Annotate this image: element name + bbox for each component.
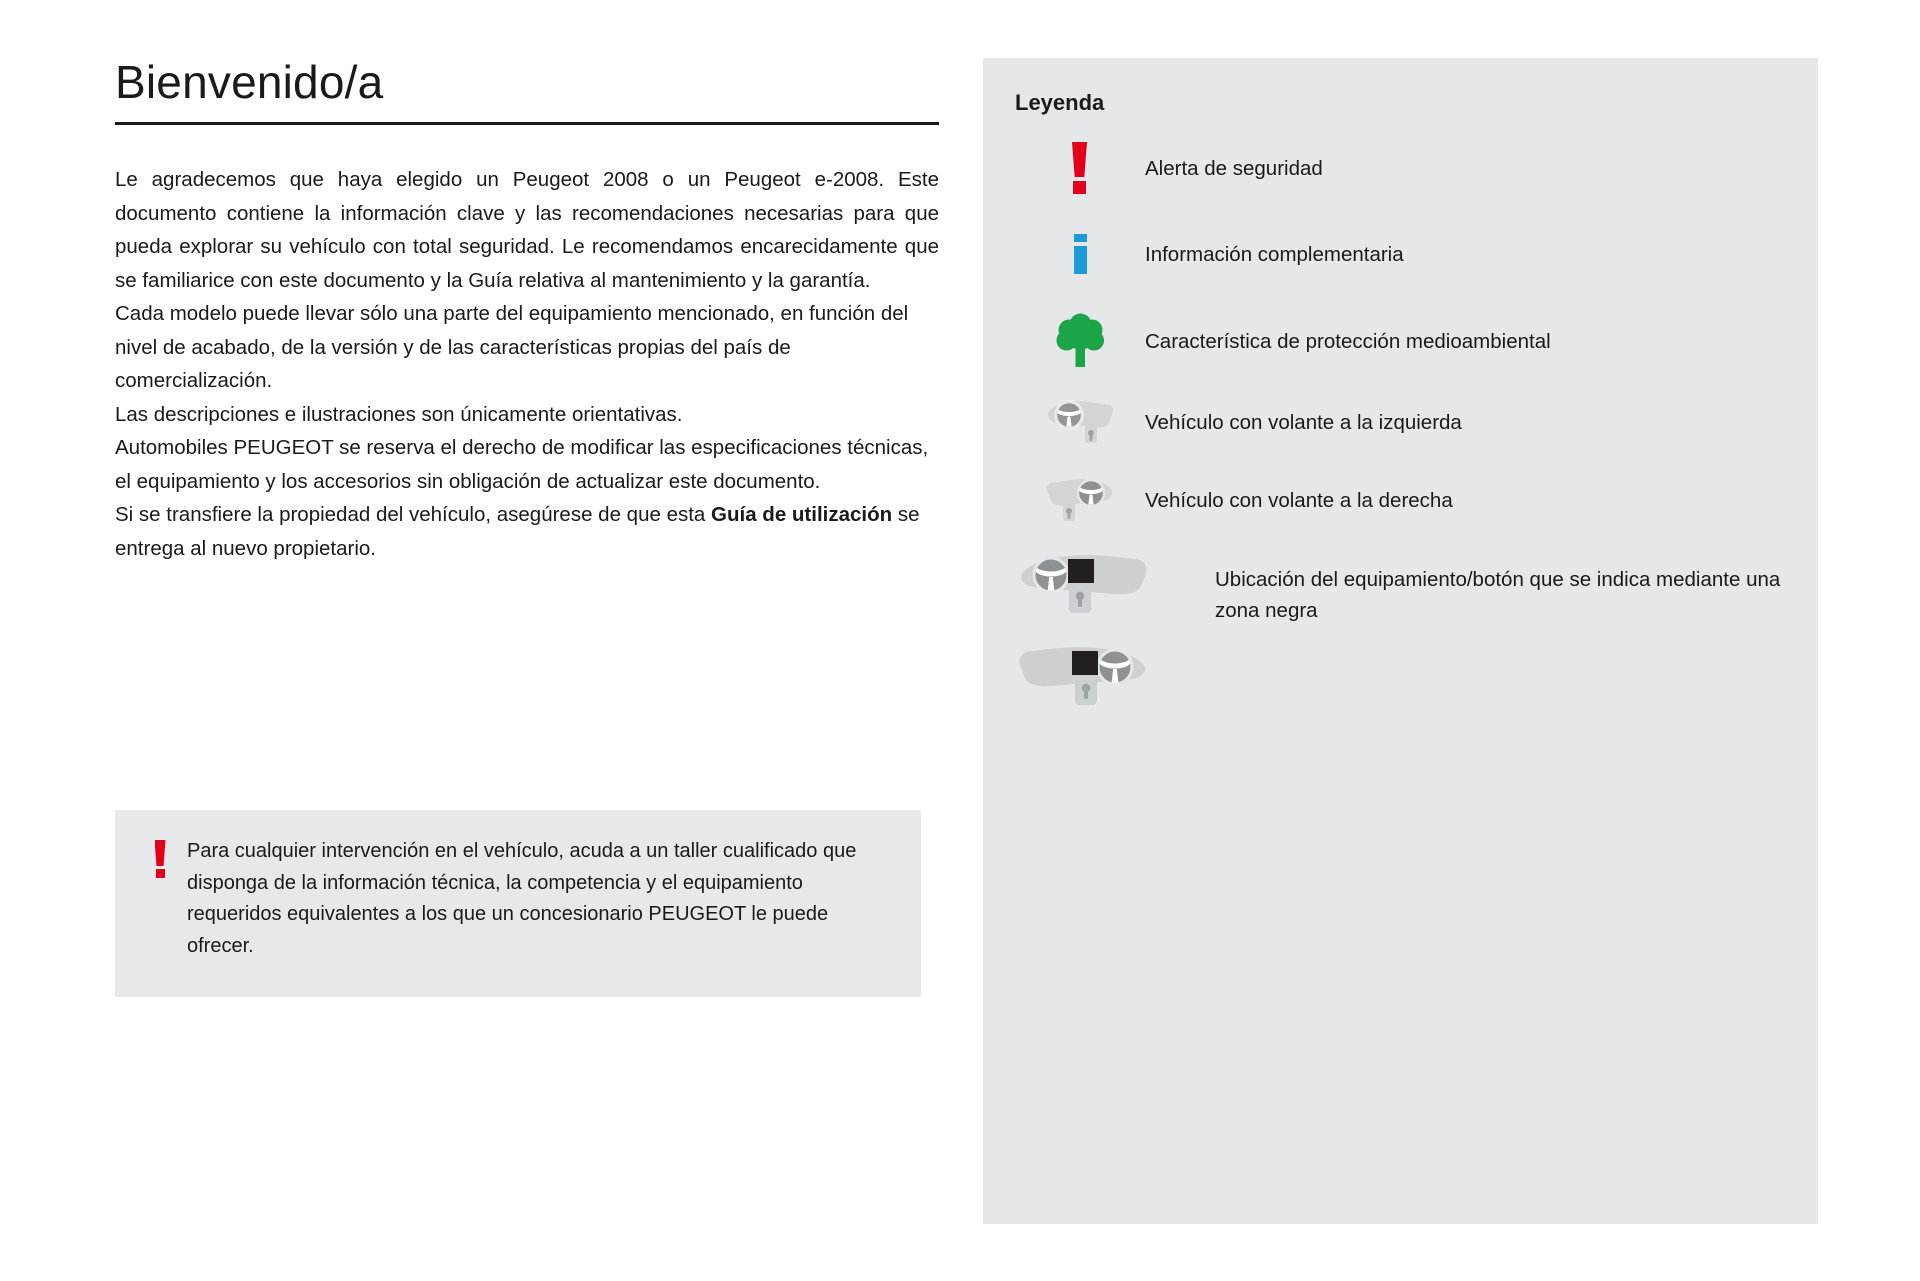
information-i-icon	[1015, 234, 1145, 274]
steering-wheel-left-icon	[1015, 395, 1145, 449]
legend-title: Leyenda	[1015, 90, 1105, 115]
transfer-text-before: Si se transfiere la propiedad del vehículo, asegúrese de que esta	[115, 503, 712, 527]
legend-item-label: Alerta de seguridad	[1145, 156, 1323, 180]
paragraph-specifications-reserve: Automobiles PEUGEOT se reserva el derecho de modificar las especificaciones técnicas, el equipamiento y los accesorios sin obligación de actualizar este documento.	[115, 436, 929, 493]
welcome-body-text	[115, 163, 939, 565]
legend-item-label: Característica de protección medioambiental	[1145, 329, 1551, 353]
legend-item-label: Vehículo con volante a la izquierda	[1145, 410, 1462, 434]
transfer-text-after: se entrega al nuevo propietario.	[115, 503, 920, 560]
legend-item-label: Vehículo con volante a la derecha	[1145, 488, 1453, 512]
legend-item-left-hand-drive	[1015, 392, 1788, 452]
legend-item-right-hand-drive	[1015, 470, 1788, 530]
paragraph-ownership-transfer	[115, 498, 939, 565]
legend-item-environmental	[1015, 310, 1788, 372]
dashboard-black-zone-right-icon	[1015, 640, 1151, 710]
dashboard-black-zone-icon	[1015, 544, 1215, 710]
title-divider	[115, 122, 939, 125]
legend-item-safety-alert	[1015, 138, 1788, 198]
paragraph-illustrations: Las descripciones e ilustraciones son únicamente orientativas.	[115, 402, 683, 426]
legend-item-additional-info	[1015, 224, 1788, 284]
legend-item-black-zone	[1015, 544, 1788, 710]
page-title: Bienvenido/a	[115, 56, 384, 108]
alert-exclamation-icon	[143, 836, 177, 878]
legend-panel	[983, 58, 1818, 1224]
legend-item-label: Información complementaria	[1145, 242, 1404, 266]
steering-wheel-right-icon	[1015, 473, 1145, 527]
welcome-content-column	[115, 58, 939, 565]
safety-warning-box	[115, 810, 921, 997]
legend-item-label: Ubicación del equipamiento/botón que se indica mediante una zona negra	[1215, 568, 1781, 622]
legend-list	[1015, 138, 1788, 710]
transfer-text-bold: Guía de utilización	[711, 503, 893, 527]
warning-text: Para cualquier intervención en el vehículo, acuda a un taller cualificado que disponga de la información técnica, la competencia y el equipamiento requeridos equivalentes a los que un concesionario PEUGEOT le puede ofrecer.	[187, 840, 857, 957]
paragraph-equipment-variation: Cada modelo puede llevar sólo una parte del equipamiento mencionado, en función del nivel de acabado, de la versión y de las características propias del país de comercialización.	[115, 302, 909, 393]
tree-eco-icon	[1015, 310, 1145, 372]
alert-exclamation-icon	[1015, 142, 1145, 194]
dashboard-black-zone-left-icon	[1015, 548, 1151, 618]
paragraph-thanks: Le agradecemos que haya elegido un Peugeot 2008 o un Peugeot e-2008. Este documento contiene la información clave y las recomendaciones necesarias para que pueda explorar su vehículo con total seguridad. Le recomendamos encarecidamente que se familiarice con este documento y la Guía relativa al mantenimiento y la garantía.	[115, 168, 939, 292]
